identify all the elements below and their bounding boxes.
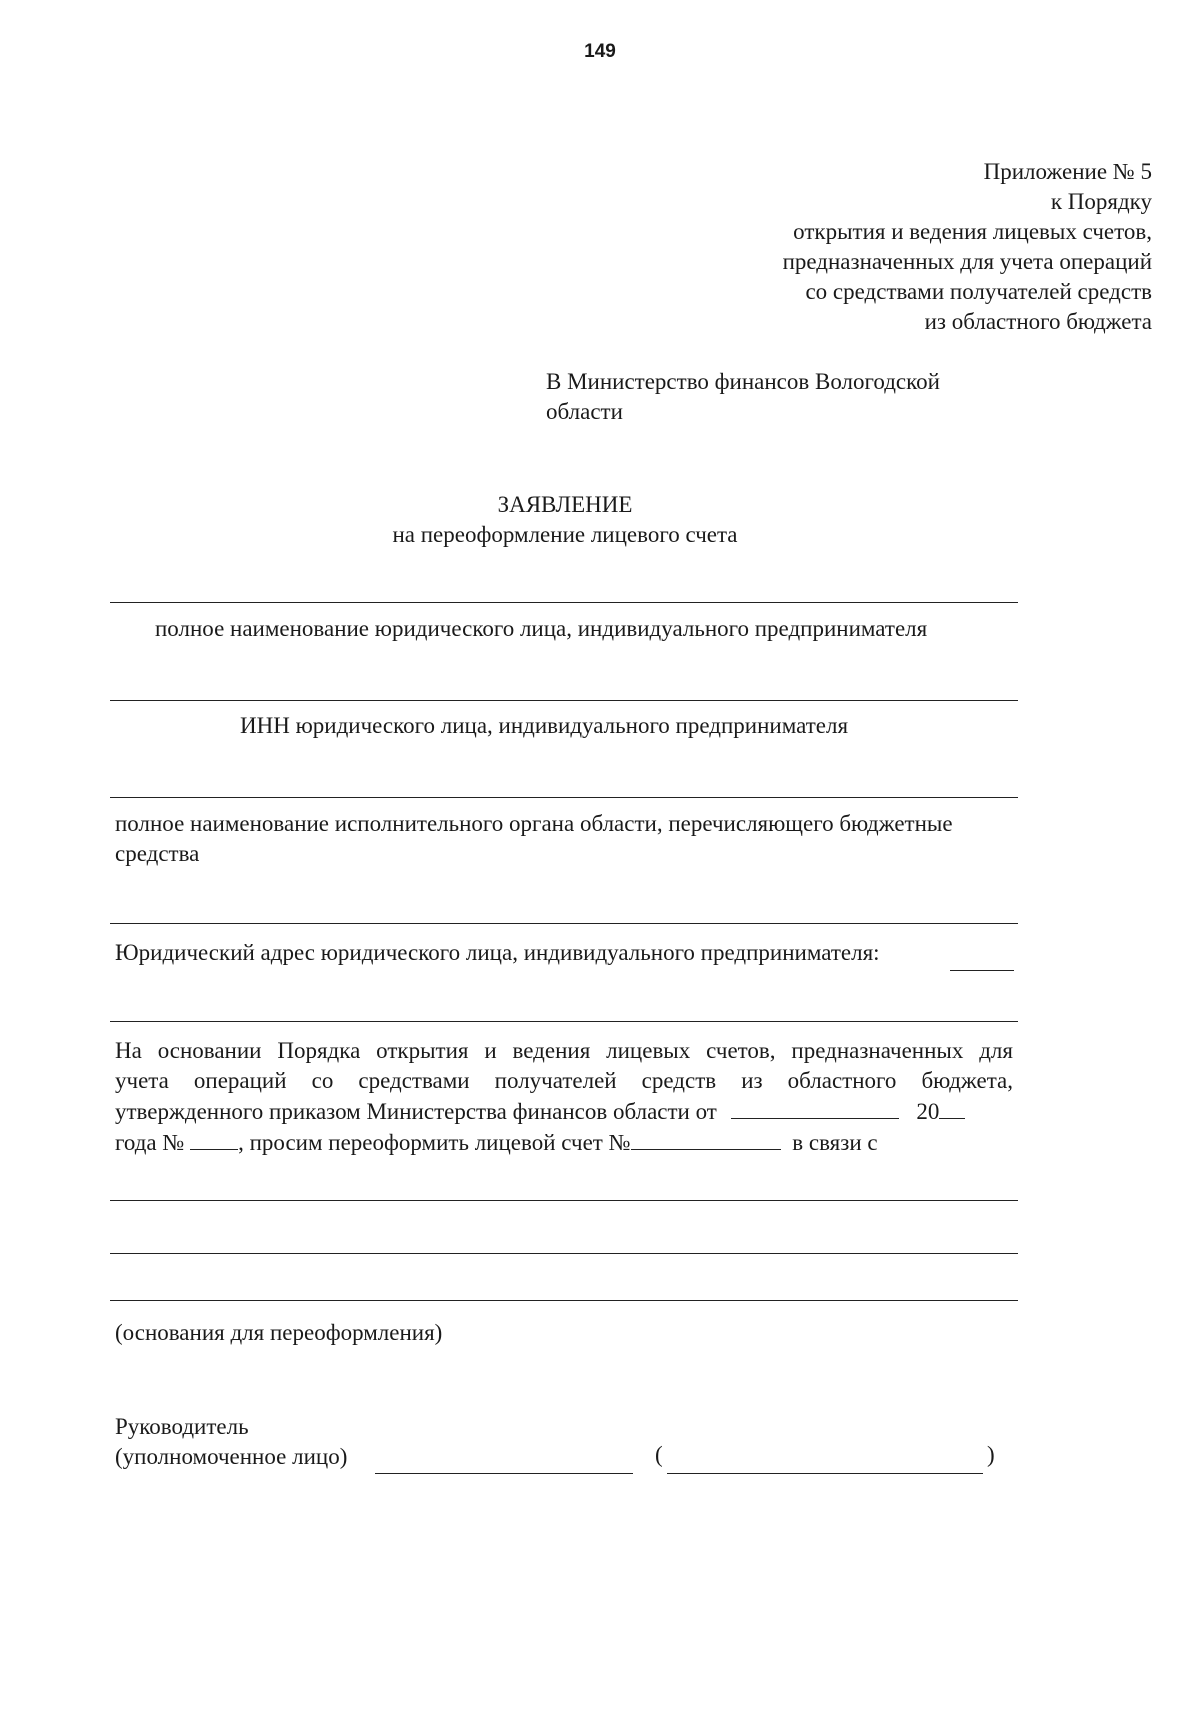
basis-paragraph [115,1036,1013,1158]
reason-line[interactable] [110,1253,1018,1254]
addressee-block [546,367,1006,427]
document-title [0,490,1130,550]
addressee-line: области [546,399,623,424]
basis-line: На основании Порядка открытия и ведения лицевых счетов, предназначенных для [115,1038,1013,1063]
appendix-line: из областного бюджета [924,309,1152,334]
signature-label: Руководитель (уполномоченное лицо) [115,1414,348,1469]
executive-body-caption [115,809,1015,869]
inn-line[interactable] [110,700,1018,701]
full-name-signature-line[interactable] [667,1473,983,1474]
page-number: 149 [584,41,616,62]
appendix-line: Приложение № 5 [983,159,1152,184]
title-heading: ЗАЯВЛЕНИЕ [497,492,633,517]
separator-line [110,1021,1018,1022]
open-paren: ( [655,1442,663,1467]
executive-body-line[interactable] [110,797,1018,798]
full-name-caption: полное наименование юридического лица, индивидуального предпринимателя [155,616,928,641]
legal-address-short-line[interactable] [950,970,1014,971]
appendix-line: к Порядку [1050,189,1152,214]
order-number-blank[interactable] [190,1127,238,1150]
legal-address-caption: Юридический адрес юридического лица, индивидуального предпринимателя: [115,940,880,965]
account-number-blank[interactable] [631,1127,781,1150]
order-year-prefix: 20 [916,1099,940,1124]
order-year-blank[interactable] [939,1096,965,1119]
close-paren: ) [987,1442,995,1467]
title-subheading: на переоформление лицевого счета [392,522,738,547]
appendix-line: предназначенных для учета операций [782,249,1152,274]
executive-body-caption-line: полное наименование исполнительного органа области, перечисляющего бюджетные [115,811,953,836]
reasons-caption: (основания для переоформления) [115,1320,443,1345]
basis-line: утвержденного приказом Министерства финансов области от 20 [115,1096,1013,1127]
reason-line[interactable] [110,1300,1018,1301]
appendix-line: открытия и ведения лицевых счетов, [793,219,1152,244]
addressee-line: В Министерство финансов Вологодской [546,369,940,394]
basis-line: года № , просим переоформить лицевой счет № в связи с [115,1127,1013,1158]
reason-line[interactable] [110,1200,1018,1201]
signature-line[interactable] [375,1473,633,1474]
order-date-blank[interactable] [731,1096,899,1119]
executive-body-caption-line: средства [115,841,200,866]
appendix-block [632,157,1152,337]
appendix-line: со средствами получателей средств [805,279,1152,304]
full-name-line[interactable] [110,602,1018,603]
legal-address-line[interactable] [110,923,1018,924]
inn-caption: ИНН юридического лица, индивидуального предпринимателя [240,713,849,738]
basis-line: учета операций со средствами получателей средств из областного бюджета, [115,1068,1013,1093]
